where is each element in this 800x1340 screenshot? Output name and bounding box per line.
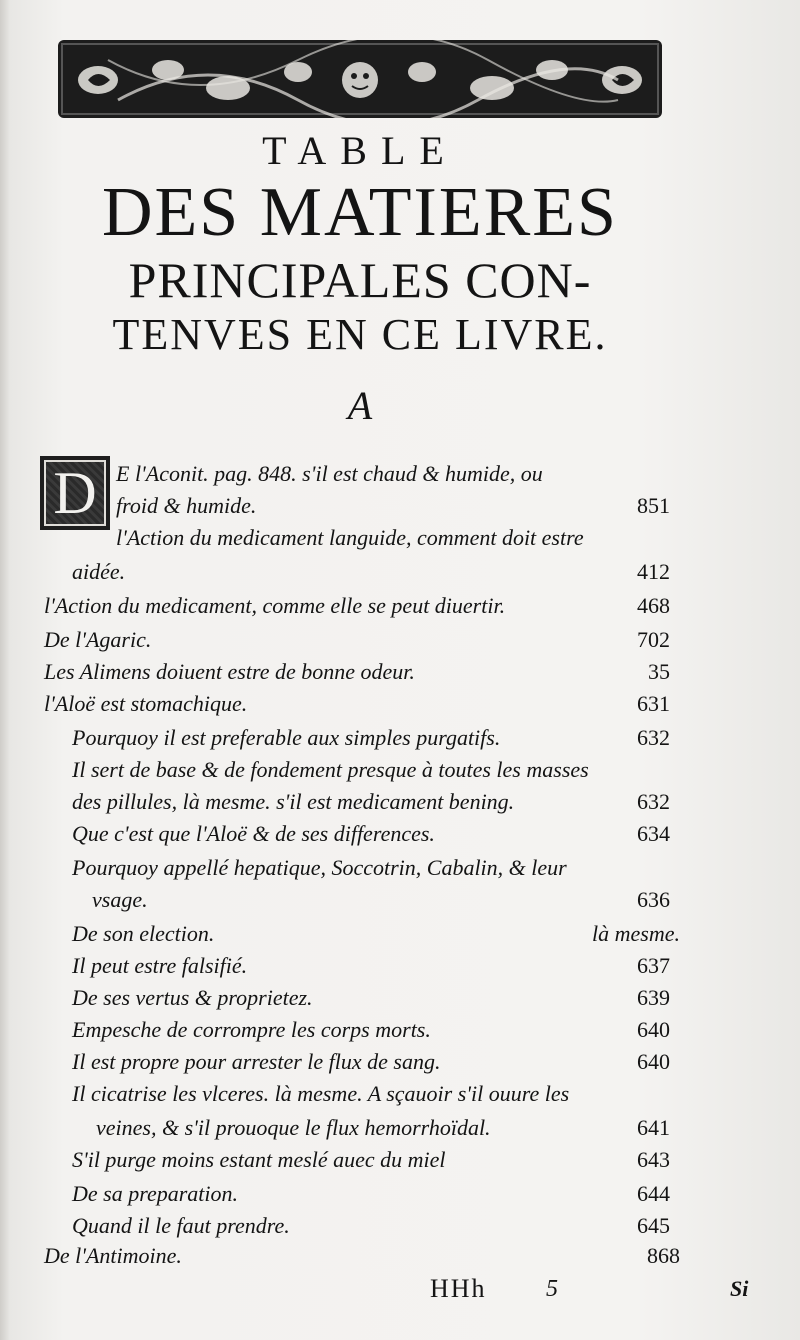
entry-page: 640 <box>637 1049 670 1074</box>
entry-page: 632 <box>637 725 670 750</box>
entry-text: Que c'est que l'Aloë & de ses differences. <box>72 821 435 846</box>
entry-page: 639 <box>637 985 670 1010</box>
entry-text: S'il purge moins estant meslé auec du miel <box>72 1147 446 1172</box>
entry-page: 641 <box>637 1115 670 1140</box>
index-entry <box>72 1178 670 1210</box>
section-letter: A <box>347 383 373 428</box>
index-entry <box>72 786 670 818</box>
index-entry <box>72 556 670 588</box>
index-entry <box>44 624 670 656</box>
entry-page: 645 <box>637 1213 670 1238</box>
title-line-table: TABLE <box>262 128 458 173</box>
entry-page: 468 <box>637 593 670 618</box>
index-entry <box>72 982 670 1014</box>
entry-text: De ses vertus & proprietez. <box>72 985 313 1010</box>
entry-text: veines, & s'il prouoque le flux hemorrhoïdal. <box>96 1115 491 1140</box>
entry-text: Il sert de base & de fondement presque à toutes les masses <box>72 757 589 782</box>
index-entry <box>72 1014 670 1046</box>
entry-text: Il est propre pour arrester le flux de sang. <box>72 1049 441 1074</box>
index-entry <box>72 818 670 850</box>
index-entry <box>72 950 670 982</box>
entry-text: l'Aloë est stomachique. <box>44 691 248 716</box>
entry-page: 868 <box>647 1243 680 1268</box>
index-entry <box>116 458 670 490</box>
drop-cap-letter: D <box>53 460 97 526</box>
title-line-principales: PRINCIPALES CON- <box>128 252 592 308</box>
entry-text: froid & humide. <box>116 493 257 518</box>
entry-page: 640 <box>637 1017 670 1042</box>
entry-text: Pourquoy il est preferable aux simples purgatifs. <box>72 725 501 750</box>
entry-page: 35 <box>648 659 670 684</box>
decorated-drop-cap <box>40 456 110 530</box>
index-entry <box>92 884 670 916</box>
entry-page: 702 <box>637 627 670 652</box>
entry-page: 632 <box>637 789 670 814</box>
index-entry <box>72 852 670 884</box>
entry-page: 634 <box>637 821 670 846</box>
entry-page: 631 <box>637 691 670 716</box>
index-entry <box>44 688 670 720</box>
index-entry <box>72 1078 670 1110</box>
signature-number: 5 <box>546 1276 558 1302</box>
entry-page: là mesme. <box>592 921 680 946</box>
index-entry <box>44 656 670 688</box>
entry-text: E l'Aconit. pag. 848. s'il est chaud & humide, ou <box>116 461 543 486</box>
index-entry <box>72 1210 670 1242</box>
entry-text: De son election. <box>72 921 215 946</box>
page-edge-shadow <box>0 0 10 1340</box>
floral-headpiece-ornament <box>58 40 662 118</box>
index-entry <box>72 1046 670 1078</box>
catchword: Si <box>730 1276 749 1301</box>
entry-page: 636 <box>637 887 670 912</box>
index-entry <box>116 522 670 554</box>
index-entry <box>44 1240 680 1272</box>
entry-page: 643 <box>637 1147 670 1172</box>
entry-page: 412 <box>637 559 670 584</box>
entry-page: 637 <box>637 953 670 978</box>
entry-text: Quand il le faut prendre. <box>72 1213 290 1238</box>
entry-text: De sa preparation. <box>72 1181 239 1206</box>
entry-text: Il cicatrise les vlceres. là mesme. A sçauoir s'il ouure les <box>72 1081 570 1106</box>
index-entry <box>116 490 670 522</box>
entry-page: 644 <box>637 1181 670 1206</box>
entry-text: Les Alimens doiuent estre de bonne odeur. <box>44 659 415 684</box>
entry-text: Pourquoy appellé hepatique, Soccotrin, Cabalin, & leur <box>72 855 567 880</box>
index-entry <box>44 590 670 622</box>
signature-mark: HHh <box>430 1274 487 1303</box>
index-entry <box>72 754 670 786</box>
index-entry <box>72 1144 670 1176</box>
title-line-contenues: TENVES EN CE LIVRE. <box>112 310 608 359</box>
entry-text: De l'Antimoine. <box>44 1243 182 1268</box>
entry-text: De l'Agaric. <box>44 627 152 652</box>
index-entry <box>72 918 680 950</box>
index-entry <box>72 722 670 754</box>
entry-text: vsage. <box>92 887 148 912</box>
entry-text: l'Action du medicament languide, comment doit estre <box>116 525 584 550</box>
title-line-des-matieres: DES MATIERES <box>102 174 618 251</box>
entry-text: Empesche de corrompre les corps morts. <box>72 1017 431 1042</box>
entry-text: l'Action du medicament, comme elle se peut diuertir. <box>44 593 506 618</box>
drop-cap-frame <box>44 460 106 526</box>
entry-page: 851 <box>637 493 670 518</box>
entry-text: aidée. <box>72 559 126 584</box>
index-entry <box>96 1112 670 1144</box>
entry-text: des pillules, là mesme. s'il est medicament bening. <box>72 789 515 814</box>
entry-text: Il peut estre falsifié. <box>72 953 248 978</box>
